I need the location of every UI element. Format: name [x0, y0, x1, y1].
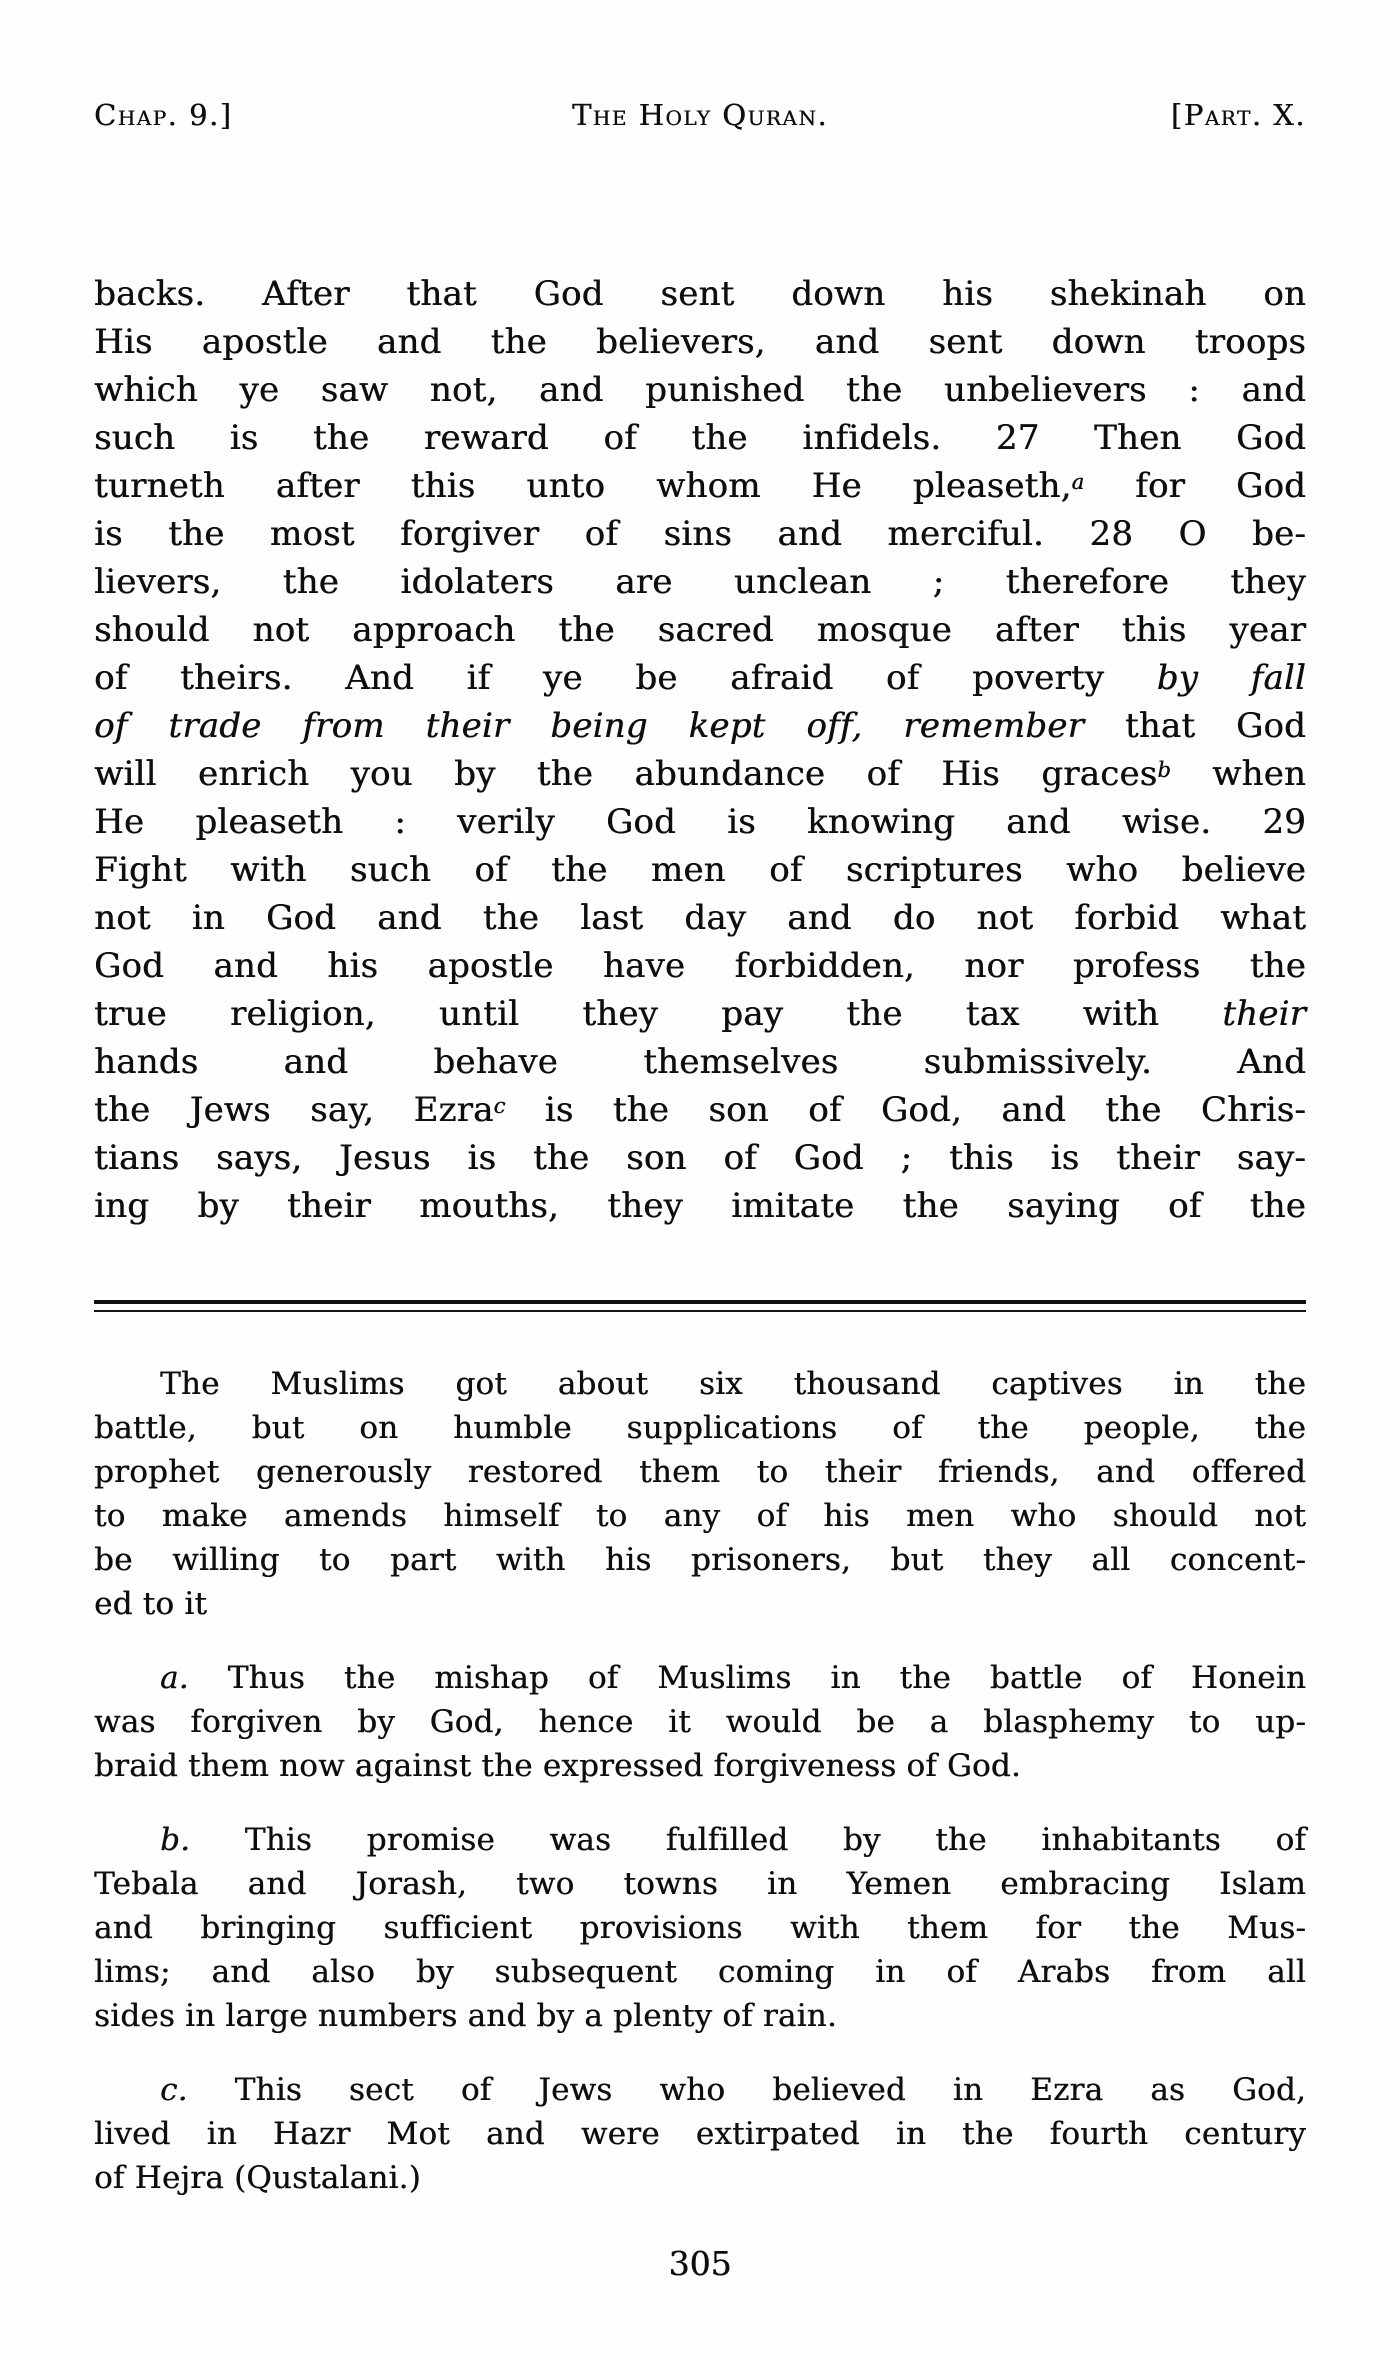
body-line: tians says, Jesus is the son of God ; this is their say-: [94, 1138, 1306, 1178]
text-block: [94, 0, 1306, 2283]
footnotes: [94, 1362, 1306, 2200]
body-line: is the most forgiver of sins and merciful. 28 O be-: [94, 514, 1306, 554]
part-label: [Part. X.: [1170, 98, 1306, 132]
footnote-line: lived in Hazr Mot and were extirpated in the fourth century: [94, 2116, 1306, 2152]
body-line: of trade from their being kept off, remember that God: [94, 706, 1306, 746]
body-line: lievers, the idolaters are unclean ; therefore they: [94, 562, 1306, 602]
footnote-line: be willing to part with his prisoners, but they all concent-: [94, 1542, 1306, 1578]
body-line: true religion, until they pay the tax with their: [94, 994, 1306, 1034]
footnote-line: ed to it: [94, 1586, 207, 1622]
footnote-reference: [1157, 757, 1171, 782]
body-line: God and his apostle have forbidden, nor profess the: [94, 946, 1306, 986]
footnote-reference: [1072, 469, 1085, 494]
footnote-line: braid them now against the expressed forgiveness of God.: [94, 1748, 1021, 1784]
italic-text: c.: [160, 2072, 188, 2108]
body-line: not in God and the last day and do not forbid what: [94, 898, 1306, 938]
footnote-line: c. This sect of Jews who believed in Ezra as God,: [160, 2072, 1306, 2108]
page-number: 305: [668, 2244, 732, 2283]
footnote-line: lims; and also by subsequent coming in of Arabs from all: [94, 1954, 1306, 1990]
footnote-line: b. This promise was fulfilled by the inhabitants of: [160, 1822, 1306, 1858]
footnote-letter: a: [1071, 469, 1085, 494]
body-line: ing by their mouths, they imitate the saying of the: [94, 1186, 1306, 1226]
footnote-letter: b: [1157, 757, 1171, 782]
footnote-line: and bringing sufficient provisions with them for the Mus-: [94, 1910, 1306, 1946]
italic-text: a.: [160, 1660, 189, 1696]
body-line: the Jews say, Ezra$^c$ is the son of God, and the Chris-: [94, 1090, 1306, 1130]
footnote-line: of Hejra (Qustalani.): [94, 2160, 421, 2196]
body-line: will enrich you by the abundance of His graces$^b$ when: [94, 754, 1306, 794]
body-line: His apostle and the believers, and sent down troops: [94, 322, 1306, 362]
body-line: turneth after this unto whom He pleaseth,$^a$ for God: [94, 466, 1307, 506]
footnote-paragraph: [94, 2068, 1306, 2200]
footnote-divider: [94, 1300, 1306, 1312]
body-line: backs. After that God sent down his shekinah on: [94, 274, 1306, 314]
body-line: of theirs. And if ye be afraid of poverty by fall: [94, 658, 1306, 698]
footnote-paragraph: [94, 1818, 1306, 2038]
chapter-label: Chap. 9.]: [94, 98, 233, 132]
footnote-line: The Muslims got about six thousand captives in the: [160, 1366, 1306, 1402]
body-line: He pleaseth : verily God is knowing and wise. 29: [94, 802, 1306, 842]
footnote-line: sides in large numbers and by a plenty of rain.: [94, 1998, 837, 2034]
footnote-line: battle, but on humble supplications of the people, the: [94, 1410, 1306, 1446]
italic-text: b.: [160, 1822, 191, 1858]
footnote-line: prophet generously restored them to their friends, and offered: [94, 1454, 1306, 1490]
italic-text: by fall: [1156, 658, 1306, 698]
body-line: such is the reward of the infidels. 27 Then God: [94, 418, 1306, 458]
footnote-line: Tebala and Jorash, two towns in Yemen embracing Islam: [94, 1866, 1306, 1902]
body-line: should not approach the sacred mosque after this year: [94, 610, 1306, 650]
italic-text: their: [1222, 994, 1306, 1034]
footnote-line: to make amends himself to any of his men who should not: [94, 1498, 1306, 1534]
footnote-letter: c: [493, 1093, 506, 1118]
footnote-reference: [494, 1093, 506, 1118]
body-line: hands and behave themselves submissively. And: [94, 1042, 1306, 1082]
footnote-line: a. Thus the mishap of Muslims in the battle of Honein: [160, 1660, 1306, 1696]
body-line: which ye saw not, and punished the unbelievers : and: [94, 370, 1306, 410]
verse-text: [94, 270, 1306, 1230]
body-line: Fight with such of the men of scriptures who believe: [94, 850, 1306, 890]
italic-text: of trade from their being kept off, remember: [94, 706, 1084, 746]
footnote-line: was forgiven by God, hence it would be a blasphemy to up-: [94, 1704, 1306, 1740]
book-title: The Holy Quran.: [571, 98, 829, 132]
running-head: [94, 98, 1306, 142]
footnote-paragraph: [94, 1362, 1306, 1626]
footnote-paragraph: [94, 1656, 1306, 1788]
